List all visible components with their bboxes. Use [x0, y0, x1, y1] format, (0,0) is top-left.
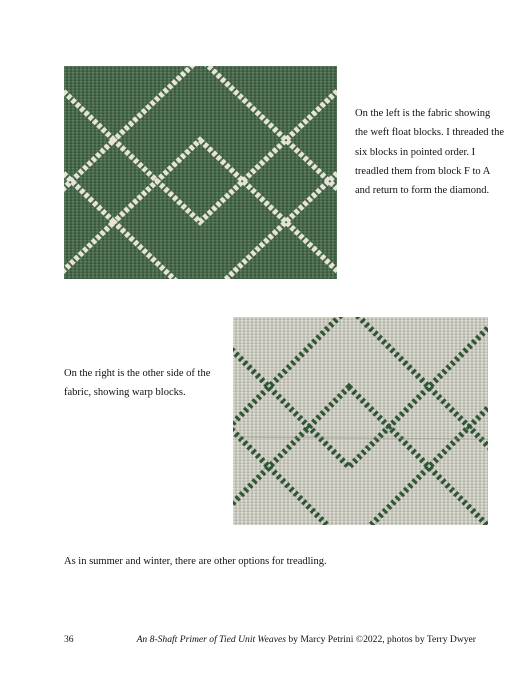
- warp-side-fabric-photo: [233, 317, 488, 525]
- weft-side-description: On the left is the fabric showing the weft float blocks. I threaded the six blocks in pointed order. I treadled them from block F to A and return to form the diamond.: [355, 108, 504, 197]
- weft-side-fabric-image: [64, 66, 337, 279]
- warp-side-fabric-image: [233, 317, 488, 525]
- warp-side-description: On the right is the other side of the fabric, showing warp blocks.: [64, 368, 211, 399]
- footer-byline: by Marcy Petrini ©2022, photos by Terry Dwyer: [285, 634, 476, 645]
- treadling-options-note: As in summer and winter, there are other options for treadling.: [64, 556, 327, 567]
- page-number: 36: [64, 634, 74, 645]
- book-title: An 8-Shaft Primer of Tied Unit Weaves: [136, 634, 286, 645]
- footer-credit: [137, 634, 476, 645]
- weft-side-fabric-photo: [64, 66, 337, 279]
